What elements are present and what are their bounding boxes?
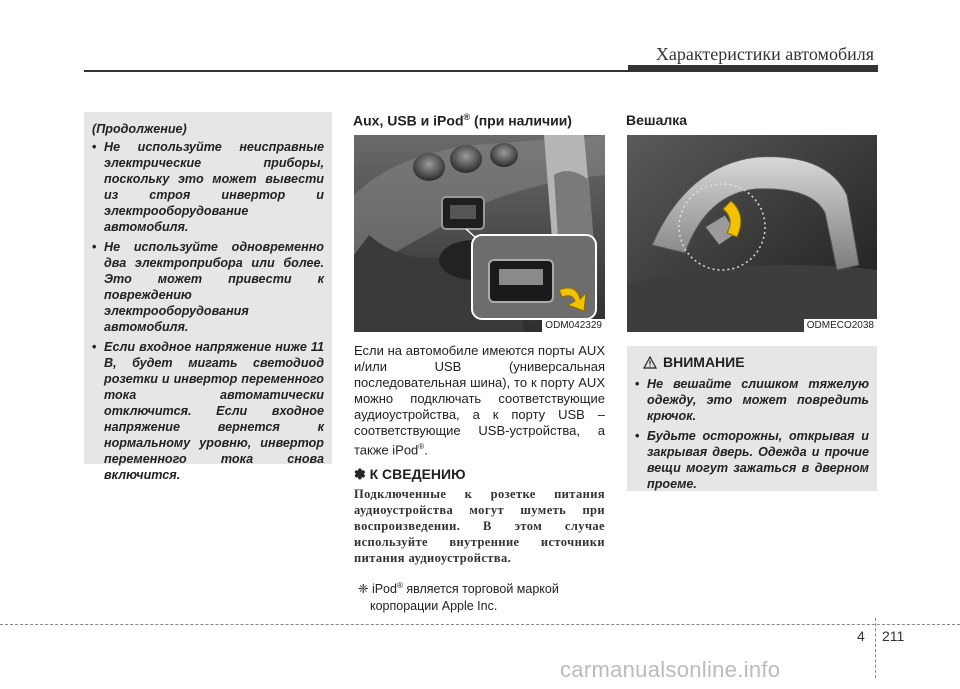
- registered-mark: ®: [418, 442, 425, 451]
- trademark-footnote: [358, 577, 603, 615]
- usb-description-end: .: [424, 442, 428, 458]
- coat-hook-illustration: [627, 135, 877, 332]
- footnote-line-1: [358, 577, 603, 598]
- footnote-suffix: является торговой маркой: [402, 582, 559, 597]
- usb-title-tail: (при наличии): [470, 112, 572, 129]
- usb-section-title: [353, 112, 572, 129]
- warning-item: • Не вешайте слишком тяжелую одежду, это может повредить крючок.: [635, 376, 869, 424]
- continued-label: (Продолжение): [92, 122, 187, 136]
- warning-box: [627, 346, 877, 491]
- info-text: Подключенные к розетке питания аудиоустройства могут шуметь при воспроизведении. В этом случае используйте внутренние источники питания аудиоустройства.: [354, 487, 605, 565]
- hook-image-code: ODMECO2038: [804, 319, 877, 332]
- usb-port-photo: [354, 135, 605, 332]
- note-item: • Если входное напряжение ниже 11 В, будет мигать светодиод розетки и инвертор переменного тока автоматически отключится. Если входное напряжение вернется к нормальному уровню, инвертор переменного тока снова включится.: [92, 339, 324, 483]
- usb-description-text: Если на автомобиле имеются порты AUX и/или USB (универсальная последовательная шина), то к порту AUX можно подключать соответствующие аудиоустройства, а к порту USB – соответствующие USB-устройства, а также iPod: [354, 343, 605, 458]
- footer-rule: [0, 624, 960, 625]
- usb-image-code: ODM042329: [542, 319, 605, 332]
- page-header-title: Характеристики автомобиля: [655, 44, 874, 64]
- hanger-section-title: Вешалка: [626, 112, 688, 128]
- header-rule-accent: [628, 65, 878, 72]
- chapter-number: 4: [857, 628, 865, 644]
- note-item: • Не используйте одновременно два электроприбора или более. Это может привести к повреждению электрооборудования автомобиля.: [92, 239, 324, 335]
- footnote-line-2: корпорации Apple Inc.: [370, 599, 498, 614]
- usb-description: [354, 343, 605, 458]
- warning-icon: [643, 356, 657, 369]
- continued-note-box: [84, 112, 332, 482]
- watermark: carmanualsonline.info: [560, 657, 781, 682]
- header-rule: [84, 70, 628, 72]
- info-title: ✽ К СВЕДЕНИЮ: [354, 466, 466, 482]
- warning-list: [635, 376, 869, 492]
- coat-hook-photo: [627, 135, 877, 332]
- registered-mark: ®: [463, 112, 471, 122]
- footnote-prefix: ❈ iPod: [358, 582, 397, 597]
- registered-mark: ®: [396, 581, 403, 590]
- page-number: 211: [882, 628, 905, 644]
- usb-port-illustration: [354, 135, 605, 332]
- warning-item: • Будьте осторожны, открывая и закрывая дверь. Одежда и прочие вещи могут зажаться в дверном проеме.: [635, 428, 869, 492]
- note-item: • Не используйте неисправные электрические приборы, поскольку это может вывести из строя инвертор и электрооборудование автомобиля.: [92, 139, 324, 235]
- note-list: [92, 139, 324, 483]
- footer-divider: [875, 618, 876, 678]
- usb-title-text: Aux, USB и iPod: [353, 112, 464, 129]
- warning-title: ВНИМАНИЕ: [663, 354, 745, 370]
- warning-header: [635, 354, 869, 370]
